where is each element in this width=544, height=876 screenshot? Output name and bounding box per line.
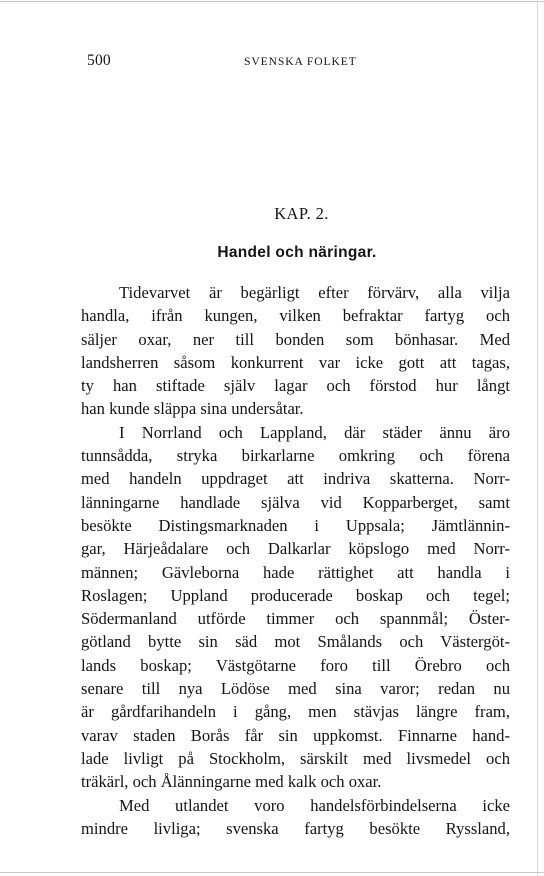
text-line: landsherren såsom konkurrent var icke gott att tagas, — [81, 352, 510, 372]
text-line: är gårdfarihandeln i gång, men stävjas längre fram, — [81, 702, 510, 722]
page-number: 500 — [87, 52, 111, 69]
bottom-edge-rule — [0, 872, 544, 873]
text-line: gar, Härjeådalare och Dalkarlar köpslogo med Norr- — [81, 539, 510, 559]
text-line: han kunde släppa sina undersåtar. — [81, 399, 304, 419]
text-line: lade livligt på Stockholm, särskilt med livsmedel och — [81, 748, 510, 768]
body-text — [81, 281, 510, 840]
text-line: varav staden Borås får sin uppkomst. Finnarne hand- — [81, 725, 510, 745]
chapter-label: KAP. 2. — [274, 204, 329, 223]
running-head: SVENSKA FOLKET — [244, 55, 357, 68]
text-line: säljer oxar, ner till bonden som bönhasar. Med — [81, 329, 510, 349]
text-line: länningarne handlade själva vid Kopparberget, samt — [81, 492, 510, 512]
top-edge-rule — [0, 1, 544, 2]
text-line: Med utlandet voro handelsförbindelserna icke — [119, 795, 510, 815]
text-line: med handeln uppdraget att indriva skatterna. Norr- — [81, 469, 510, 489]
text-line: besökte Distingsmarknaden i Uppsala; Jämtlännin- — [81, 515, 510, 535]
right-page-edge — [537, 0, 538, 876]
text-line: ty han stiftade själv lagar och förstod hur långt — [81, 376, 510, 396]
text-line: I Norrland och Lappland, där städer ännu äro — [119, 422, 510, 442]
text-line: handla, ifrån kungen, vilken befraktar fartyg och — [81, 306, 510, 326]
text-line: götland bytte sin säd mot Smålands och Västergöt- — [81, 632, 510, 652]
text-line: tunnsådda, stryka birkarlarne omkring och förena — [81, 446, 510, 466]
chapter-heading: Handel och näringar. — [217, 244, 377, 261]
text-line: lands boskap; Västgötarne foro till Örebro och — [81, 655, 510, 675]
text-line: senare till nya Lödöse med sina varor; redan nu — [81, 679, 510, 699]
text-line: Tidevarvet är begärligt efter förvärv, alla vilja — [119, 283, 510, 302]
text-line: Södermanland utförde timmer och spannmål; Öster- — [81, 609, 510, 629]
text-line: träkärl, och Ålänningarne med kalk och oxar. — [81, 772, 382, 792]
text-line: mindre livliga; svenska fartyg besökte Ryssland, — [81, 818, 510, 838]
text-line: Roslagen; Uppland producerade boskap och tegel; — [81, 585, 510, 605]
text-line: männen; Gävleborna hade rättighet att handla i — [81, 562, 510, 582]
